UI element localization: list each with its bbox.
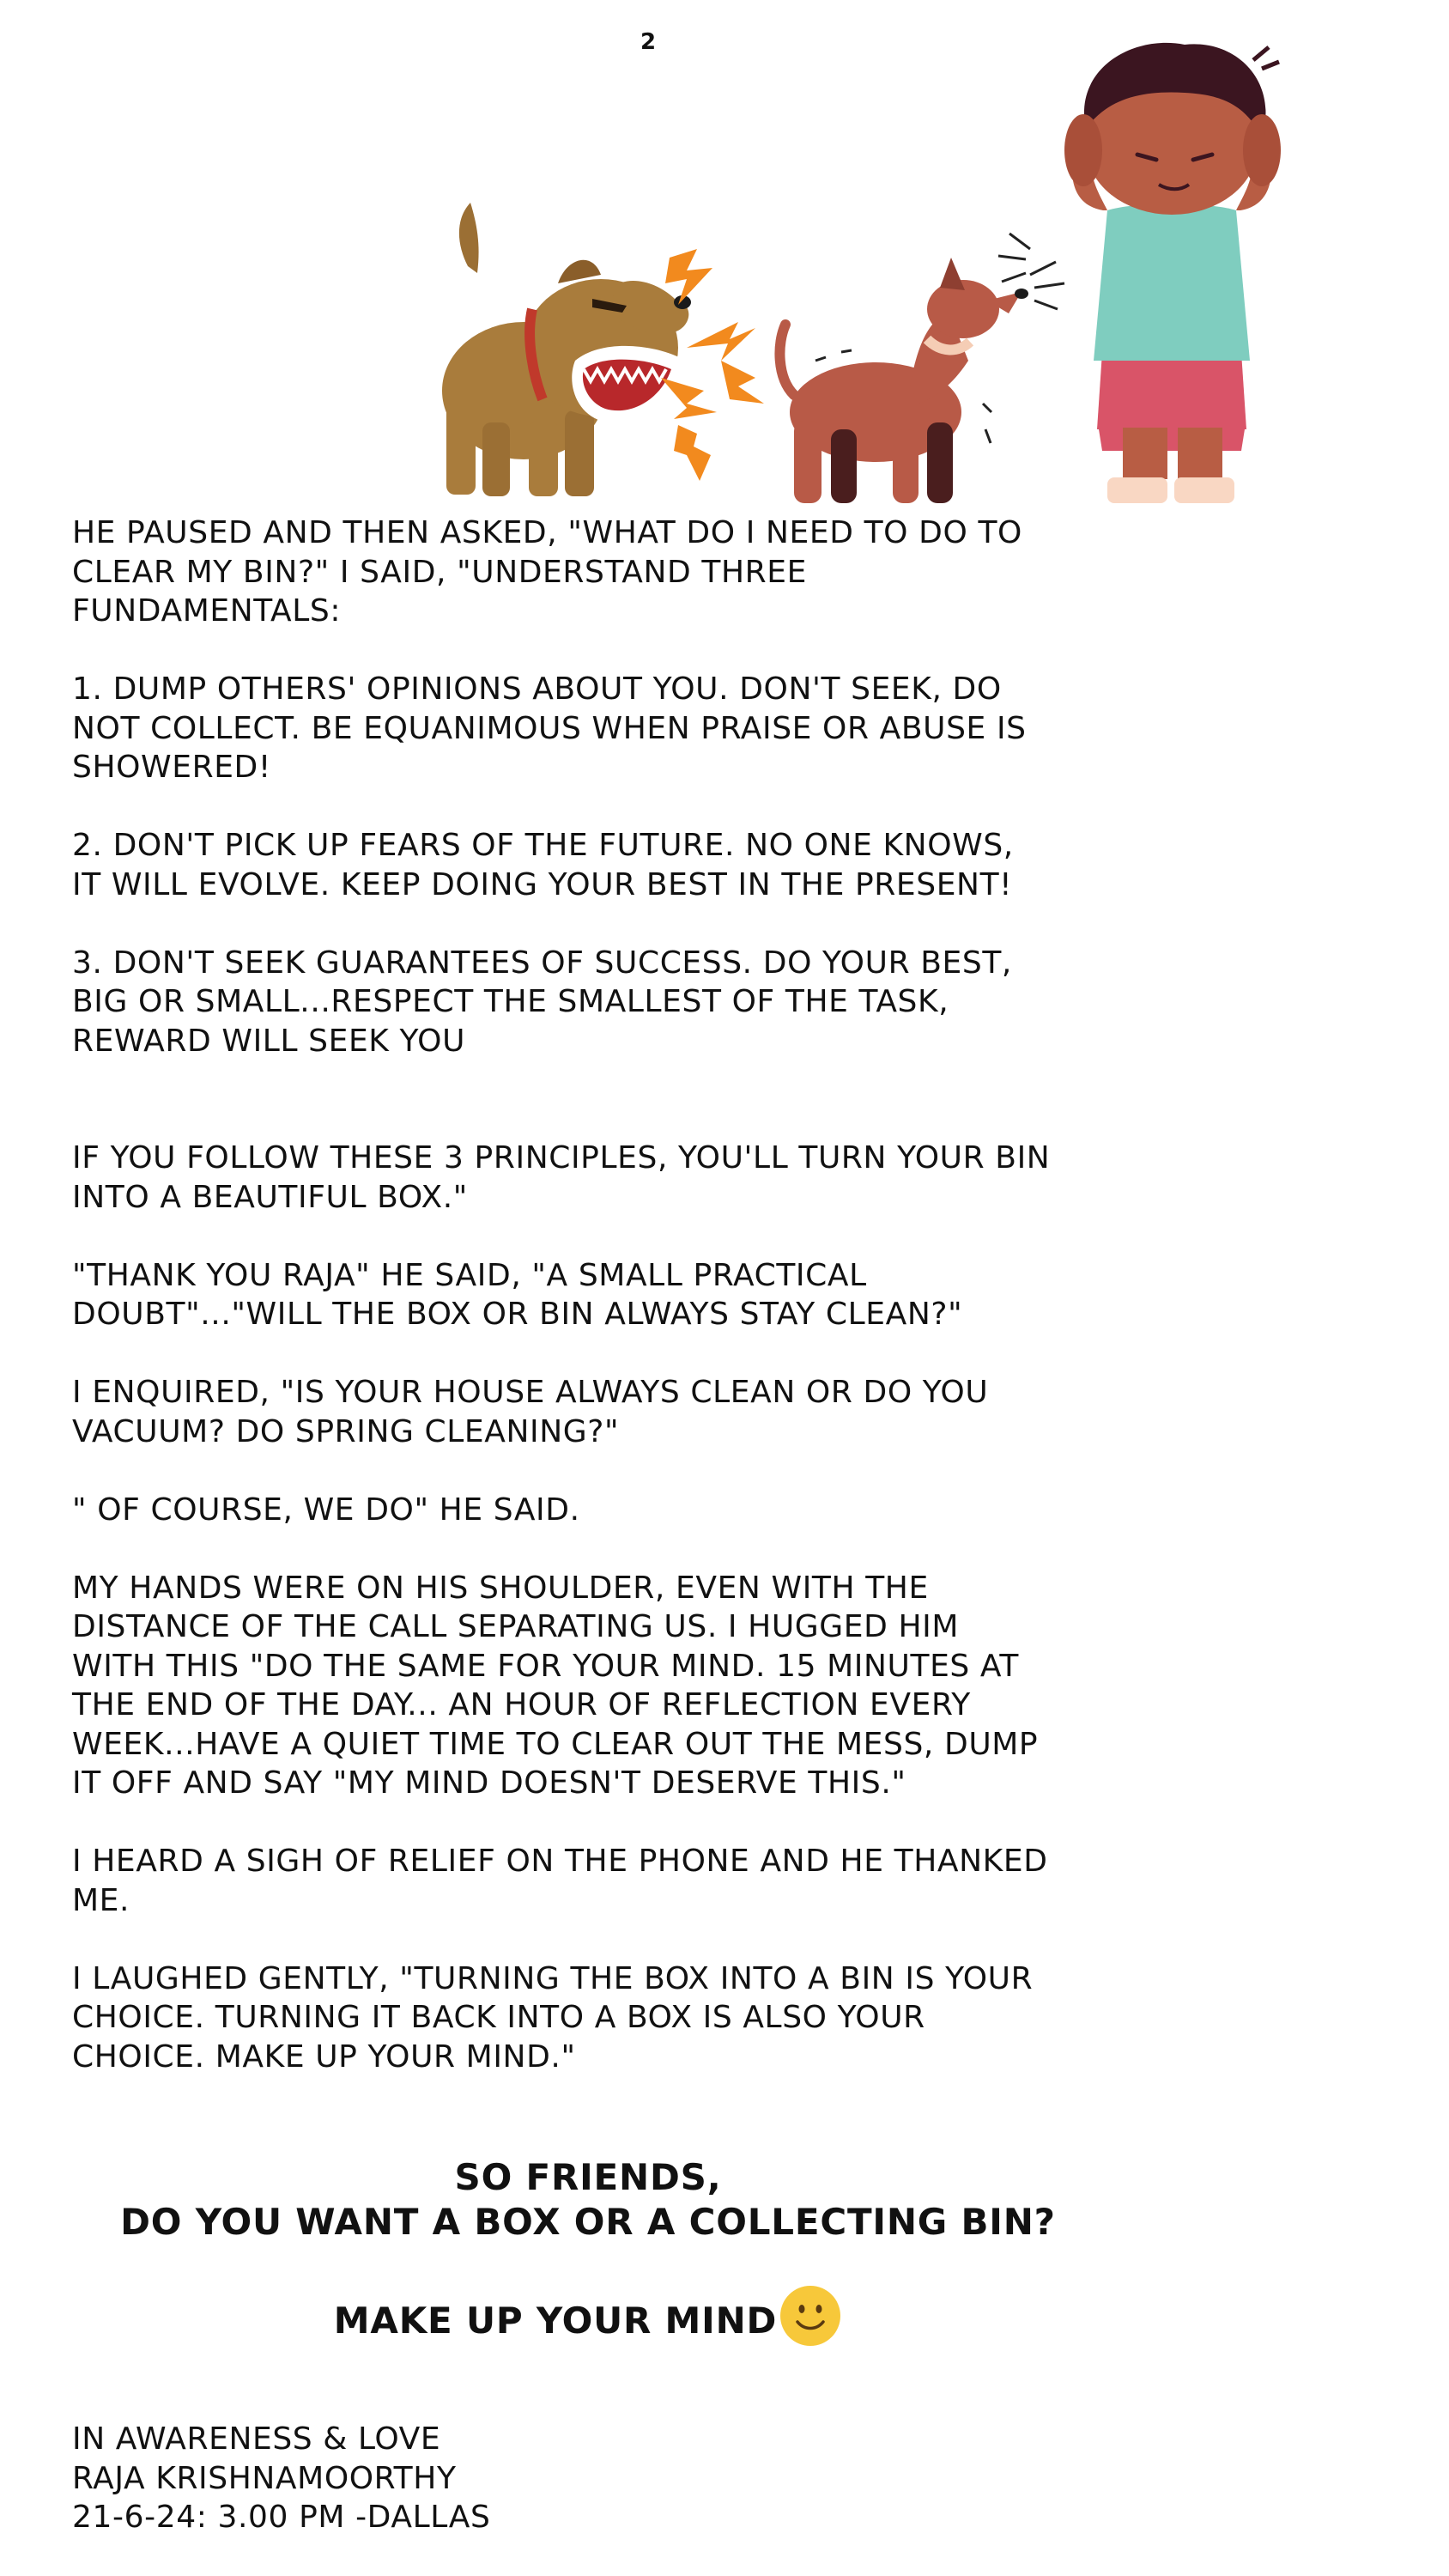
closing-line-mind (334, 2289, 842, 2353)
signature-author: RAJA KRISHNAMOORTHY (72, 2460, 457, 2496)
paragraph-hug: MY HANDS WERE ON HIS SHOULDER, EVEN WITH THE DISTANCE OF THE CALL SEPARATING US. I HUGGED HIM WITH THIS "DO THE SAME FOR YOUR MIND. 15 MINUTES AT THE END OF THE DAY... AN HOUR OF REFLECTION EVERY WEEK...HAVE A QUIET TIME TO CLEAR OUT THE MESS, DUMP IT OFF AND SAY "MY MIND DOESN'T DESERVE THIS." (72, 1570, 1039, 1801)
small-dog-icon (779, 258, 1064, 503)
paragraph-principle-3: 3. DON'T SEEK GUARANTEES OF SUCCESS. DO YOUR BEST, BIG OR SMALL...RESPECT THE SMALLEST OF THE TASK, REWARD WILL SEEK YOU (72, 945, 1012, 1059)
closing-mind-text: MAKE UP YOUR MIND (333, 2300, 778, 2342)
child-covering-ears-icon (998, 43, 1281, 503)
signature-sign-off: IN AWARENESS & LOVE (72, 2421, 441, 2457)
paragraph-principle-2: 2. DON'T PICK UP FEARS OF THE FUTURE. NO ONE KNOWS, IT WILL EVOLVE. KEEP DOING YOUR BEST IN THE PRESENT! (72, 828, 1014, 902)
page-number: 2 (640, 29, 657, 55)
story-body (72, 513, 1205, 2116)
dogs-barking-illustration (429, 26, 1288, 507)
paragraph-enquiry: I ENQUIRED, "IS YOUR HOUSE ALWAYS CLEAN OR DO YOU VACUUM? DO SPRING CLEANING?" (72, 1375, 989, 1449)
closing-line-friends: SO FRIENDS, (454, 2156, 722, 2198)
closing-line-question: DO YOU WANT A BOX OR A COLLECTING BIN? (120, 2201, 1056, 2243)
paragraph-practical-doubt: "THANK YOU RAJA" HE SAID, "A SMALL PRACTICAL DOUBT"..."WILL THE BOX OR BIN ALWAYS STAY CLEAN?" (72, 1257, 963, 1332)
barking-dog-icon (442, 203, 691, 496)
smiley-face-icon (779, 2284, 842, 2348)
paragraph-sigh-of-relief: I HEARD A SIGH OF RELIEF ON THE PHONE AND HE THANKED ME. (72, 1844, 1048, 1918)
paragraph-question: HE PAUSED AND THEN ASKED, "WHAT DO I NEED TO DO TO CLEAR MY BIN?" I SAID, "UNDERSTAND THREE FUNDAMENTALS: (72, 515, 1022, 629)
paragraph-laugh: I LAUGHED GENTLY, "TURNING THE BOX INTO A BIN IS YOUR CHOICE. TURNING IT BACK INTO A BOX IS ALSO YOUR CHOICE. MAKE UP YOUR MIND." (72, 1960, 1034, 2075)
signature-block (72, 2420, 490, 2537)
paragraph-beautiful-box: IF YOU FOLLOW THESE 3 PRINCIPLES, YOU'LL TURN YOUR BIN INTO A BEAUTIFUL BOX." (72, 1140, 1051, 1215)
paragraph-principle-1: 1. DUMP OTHERS' OPINIONS ABOUT YOU. DON'T SEEK, DO NOT COLLECT. BE EQUANIMOUS WHEN PRAISE OR ABUSE IS SHOWERED! (72, 671, 1027, 785)
closing-message (0, 2155, 1176, 2353)
signature-date-place: 21-6-24: 3.00 PM -DALLAS (72, 2500, 491, 2535)
paragraph-of-course: " OF COURSE, WE DO" HE SAID. (72, 1492, 580, 1528)
